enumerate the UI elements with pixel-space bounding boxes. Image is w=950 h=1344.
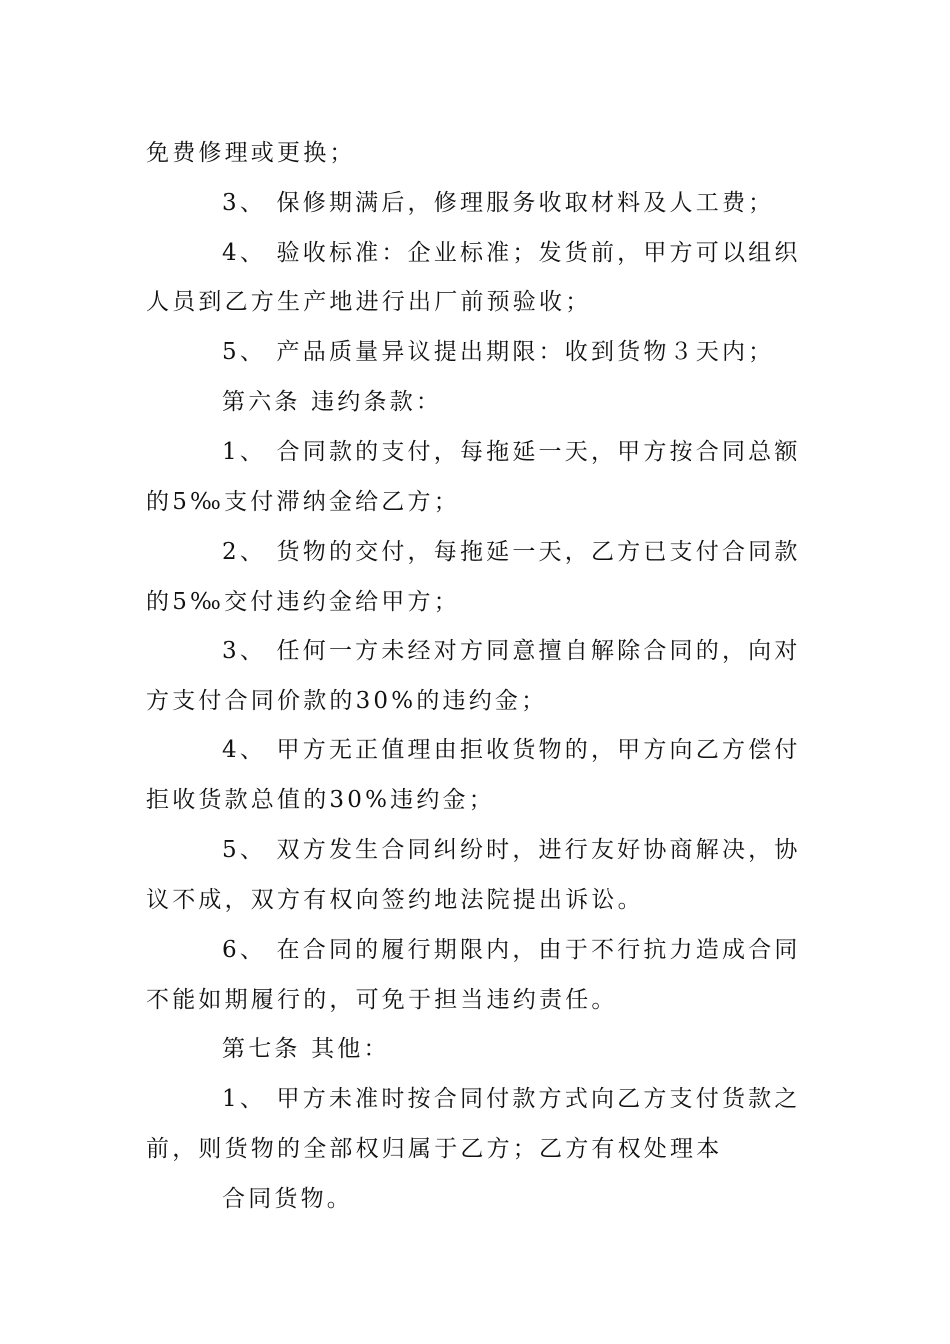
text-line: 前，则货物的全部权归属于乙方；乙方有权处理本 [146, 1136, 723, 1162]
text-line: 4、 甲方无正值理由拒收货物的，甲方向乙方偿付 [222, 737, 801, 763]
text-line: 合同货物。 [222, 1186, 353, 1212]
text-line: 5、 产品质量异议提出期限：收到货物３天内； [222, 339, 775, 365]
section-heading: 第七条 其他： [222, 1036, 390, 1062]
section-heading: 第六条 违约条款： [222, 389, 443, 415]
text-line: 1、 甲方未准时按合同付款方式向乙方支付货款之 [222, 1086, 801, 1112]
text-line: 的5‰交付违约金给甲方； [146, 589, 460, 615]
text-line: 人员到乙方生产地进行出厂前预验收； [146, 289, 592, 315]
text-line: 1、 合同款的支付，每拖延一天，甲方按合同总额 [222, 439, 801, 465]
text-line: 4、 验收标准：企业标准；发货前，甲方可以组织 [222, 240, 801, 266]
text-line: 议不成，双方有权向签约地法院提出诉讼。 [146, 887, 644, 913]
text-line: 3、 任何一方未经对方同意擅自解除合同的，向对 [222, 638, 801, 664]
text-line: 5、 双方发生合同纠纷时，进行友好协商解决，协 [222, 837, 801, 863]
text-line: 的5‰支付滞纳金给乙方； [146, 489, 460, 515]
text-line: 方支付合同价款的30%的违约金； [146, 688, 548, 714]
text-line: 不能如期履行的，可免于担当违约责任。 [146, 987, 618, 1013]
text-line: 免费修理或更换； [146, 140, 356, 166]
text-line: 拒收货款总值的30%违约金； [146, 787, 495, 813]
text-line: 3、 保修期满后，修理服务收取材料及人工费； [222, 190, 775, 216]
text-line: 2、 货物的交付，每拖延一天，乙方已支付合同款 [222, 539, 801, 565]
text-line: 6、 在合同的履行期限内，由于不行抗力造成合同 [222, 937, 801, 963]
